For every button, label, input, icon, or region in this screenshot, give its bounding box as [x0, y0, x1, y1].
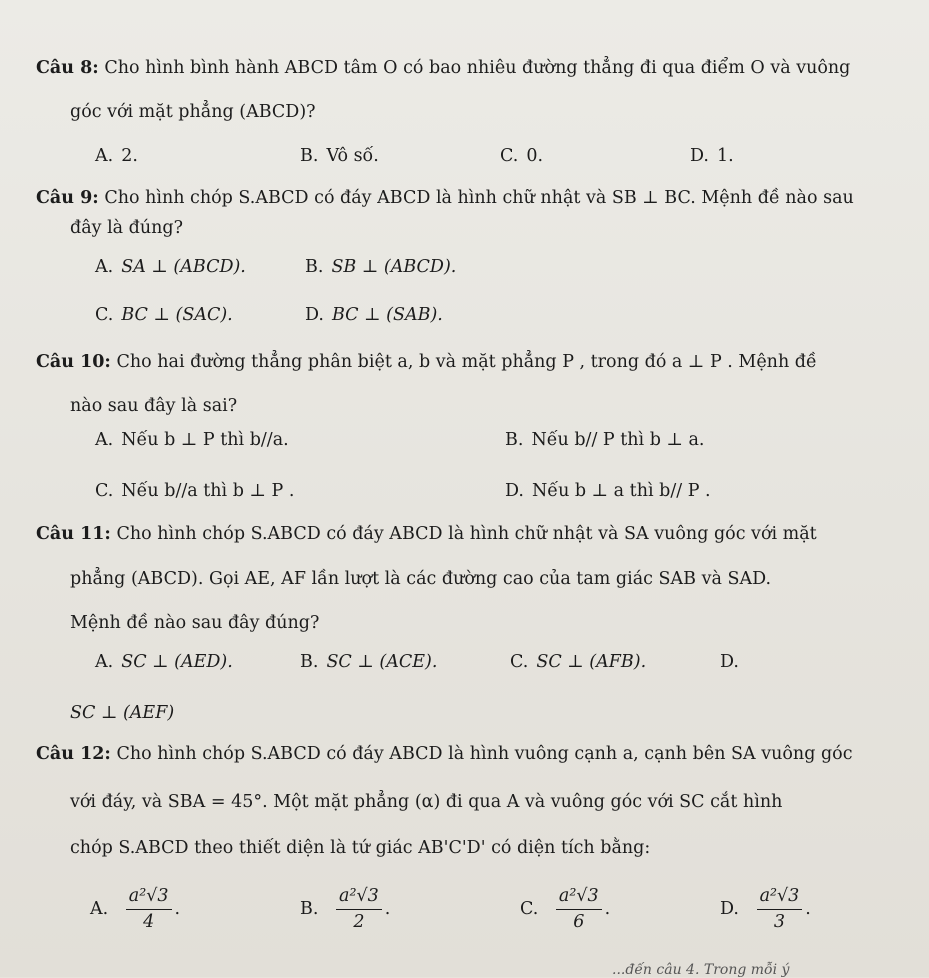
q11-option-a: A. SC ⊥ (AED).: [95, 652, 233, 672]
q12-stem-1: Cho hình chóp S.ABCD có đáy ABCD là hình vuông cạnh a, cạnh bên SA vuông góc: [116, 744, 853, 764]
q12-label: Câu 12:: [36, 744, 111, 764]
q11-option-d-label: D.: [720, 652, 739, 672]
q11-option-b: B. SC ⊥ (ACE).: [300, 652, 438, 672]
q10-stem-2: nào sau đây là sai?: [70, 396, 238, 416]
q8-option-d: D. 1.: [690, 146, 734, 166]
q12-option-c: C. $\frac{\text{a²√3}}{6}$ .: [520, 886, 611, 932]
q9-stem-1: Cho hình chóp S.ABCD có đáy ABCD là hình chữ nhật và SB ⊥ BC. Mệnh đề nào sau: [104, 188, 854, 208]
page-footer-cutoff: ...đến câu 4. Trong mỗi ý: [612, 962, 790, 978]
q8-option-b: B. Vô số.: [300, 146, 379, 166]
q9-line1: [36, 188, 854, 208]
q10-option-d: D. Nếu b ⊥ a thì b// P .: [505, 481, 711, 501]
q10-option-a: A. Nếu b ⊥ P thì b//a.: [95, 430, 289, 450]
q8-stem-1: Cho hình bình hành ABCD tâm O có bao nhiêu đường thẳng đi qua điểm O và vuông: [104, 58, 851, 78]
q11-stem-2: phẳng (ABCD). Gọi AE, AF lần lượt là các đường cao của tam giác SAB và SAD.: [70, 569, 772, 589]
q9-option-a: A. SA ⊥ (ABCD).: [95, 257, 246, 277]
q9-label: Câu 9:: [36, 188, 99, 208]
q12-option-b: B. $\frac{\text{a²√3}}{2}$ .: [300, 886, 391, 932]
q10-option-c: C. Nếu b//a thì b ⊥ P .: [95, 481, 295, 501]
q11-label: Câu 11:: [36, 524, 111, 544]
q8-line1: [36, 58, 850, 78]
q11-line1: [36, 524, 817, 544]
q12-option-a: A. $\frac{\text{a²√3}}{4}$ .: [90, 886, 181, 932]
q10-label: Câu 10:: [36, 352, 111, 372]
q12-stem-2: với đáy, và SBA = 45°. Một mặt phẳng (α) đi qua A và vuông góc với SC cắt hình: [70, 792, 783, 812]
q11-option-c: C. SC ⊥ (AFB).: [510, 652, 647, 672]
q9-option-c: C. BC ⊥ (SAC).: [95, 305, 233, 325]
q12-option-c-fraction: $\frac{\text{a²√3}}{6}$: [556, 886, 602, 933]
q8-stem-2: góc với mặt phẳng (ABCD)?: [70, 102, 316, 122]
q12-line1: [36, 744, 853, 764]
q11-stem-1: Cho hình chóp S.ABCD có đáy ABCD là hình chữ nhật và SA vuông góc với mặt: [116, 524, 817, 544]
q10-stem-1: Cho hai đường thẳng phân biệt a, b và mặt phẳng P , trong đó a ⊥ P . Mệnh đề: [116, 352, 817, 372]
q8-option-a: A. 2.: [95, 146, 138, 166]
q10-option-b: B. Nếu b// P thì b ⊥ a.: [505, 430, 705, 450]
q9-stem-2: đây là đúng?: [70, 218, 184, 238]
q12-option-b-fraction: $\frac{\text{a²√3}}{2}$: [336, 886, 382, 933]
q9-option-d: D. BC ⊥ (SAB).: [305, 305, 443, 325]
q12-option-d: D. $\frac{\text{a²√3}}{3}$ .: [720, 886, 811, 932]
q8-option-c: C. 0.: [500, 146, 544, 166]
q9-option-b: B. SB ⊥ (ABCD).: [305, 257, 457, 277]
q12-stem-3: chóp S.ABCD theo thiết diện là tứ giác AB'C'D' có diện tích bằng:: [70, 838, 651, 858]
q11-option-d: SC ⊥ (AEF): [70, 703, 175, 723]
q12-option-a-fraction: $\frac{\text{a²√3}}{4}$: [126, 886, 172, 933]
q11-stem-3: Mệnh đề nào sau đây đúng?: [70, 613, 320, 633]
q10-line1: [36, 352, 817, 372]
q12-option-d-fraction: $\frac{\text{a²√3}}{3}$: [757, 886, 803, 933]
q8-label: Câu 8:: [36, 58, 99, 78]
